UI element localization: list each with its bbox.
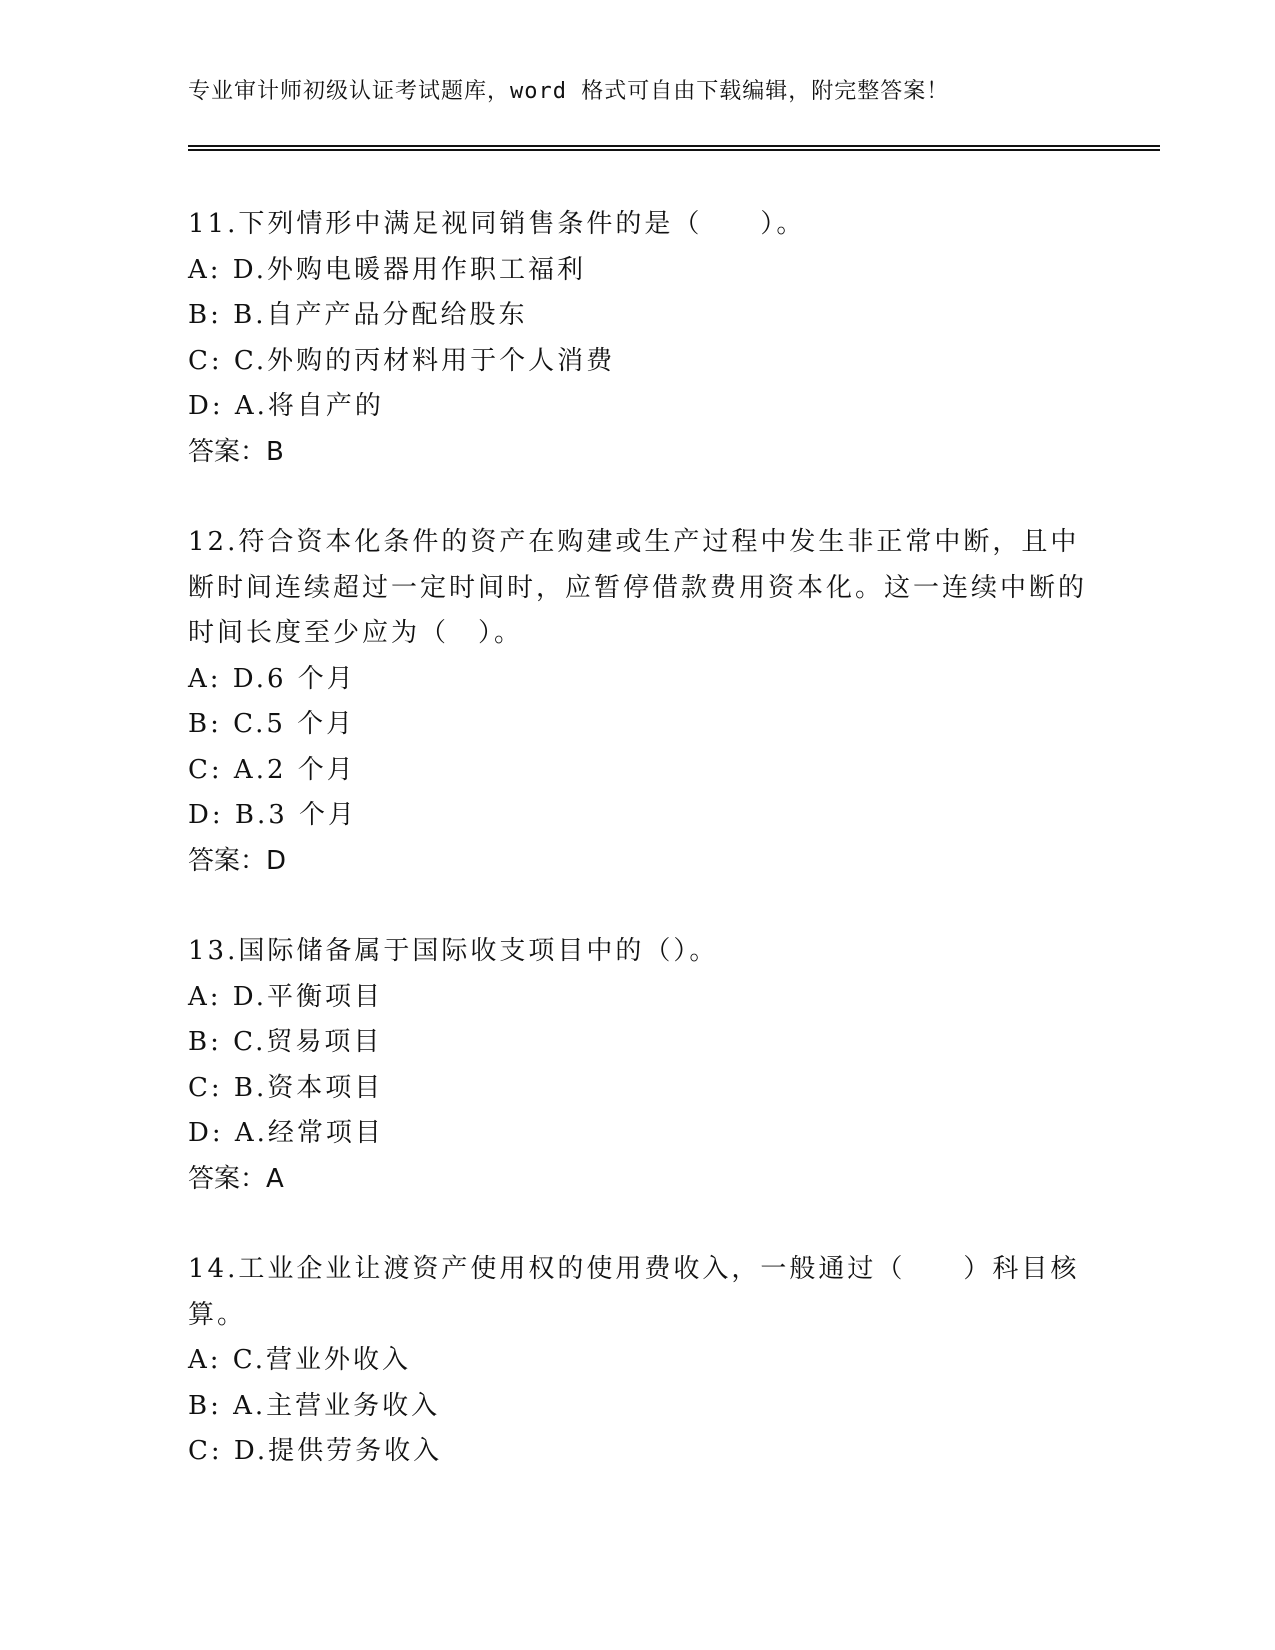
header-divider (188, 145, 1160, 151)
option-d: D: A.经常项目 (188, 1118, 384, 1148)
question-block-13 (188, 929, 1088, 1202)
option-a: A: D.6 个月 (188, 663, 356, 694)
option-c: C: A.2 个月 (188, 754, 356, 785)
option-a: A: D.外购电暖器用作职工福利 (188, 254, 586, 285)
option-a: A: D.平衡项目 (188, 981, 383, 1012)
page-header-title: 专业审计师初级认证考试题库，word 格式可自由下载编辑，附完整答案！ (188, 79, 950, 104)
option-b: B: C.5 个月 (188, 709, 356, 739)
question-text: 12.符合资本化条件的资产在购建或生产过程中发生非正常中断，且中断时间连续超过一定时间时，应暂停借款费用资本化。这一连续中断的时间长度至少应为（ ）。 (188, 527, 1088, 648)
option-c: C: C.外购的丙材料用于个人消费 (188, 345, 616, 376)
option-b: B: C.贸易项目 (188, 1027, 383, 1057)
question-text: 13.国际储备属于国际收支项目中的（）。 (188, 936, 719, 966)
answer-text: 答案：D (188, 845, 287, 876)
option-d: D: A.将自产的 (188, 391, 384, 421)
option-c: C: B.资本项目 (188, 1072, 384, 1103)
question-text: 11.下列情形中满足视同销售条件的是（ ）。 (188, 209, 806, 239)
question-text: 14.工业企业让渡资产使用权的使用费收入，一般通过（ ）科目核算。 (188, 1254, 1080, 1330)
question-block-14 (188, 1247, 1088, 1475)
option-a: A: C.营业外收入 (188, 1345, 412, 1375)
option-b: B: A.主营业务收入 (188, 1390, 441, 1421)
option-b: B: B.自产产品分配给股东 (188, 300, 528, 330)
question-block-11 (188, 202, 1088, 475)
answer-text: 答案：B (188, 436, 284, 467)
option-d: D: B.3 个月 (188, 800, 358, 830)
question-list (188, 202, 1088, 1520)
question-block-12 (188, 520, 1088, 884)
answer-text: 答案：A (188, 1163, 284, 1194)
option-c: C: D.提供劳务收入 (188, 1436, 443, 1466)
